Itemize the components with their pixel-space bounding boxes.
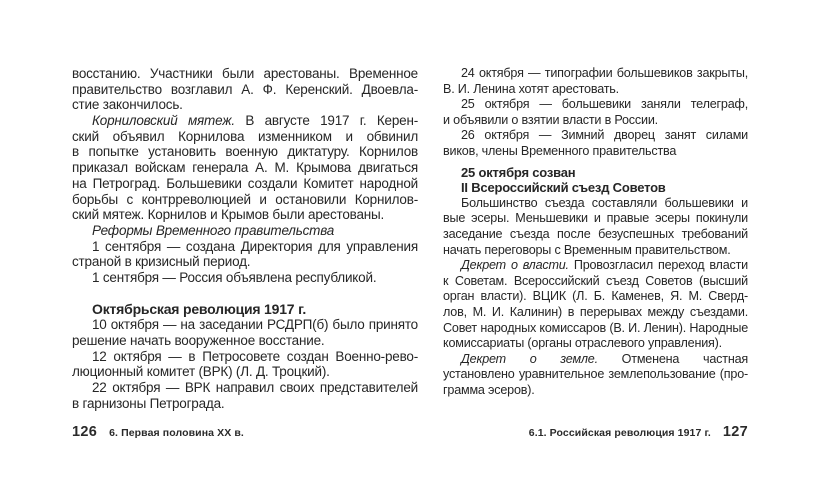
text-line: ский объявил Корнилова изменником и обвинил [72, 128, 418, 144]
text-line: Корниловский мятеж. В августе 1917 г. Керен- [92, 113, 418, 129]
text-line: Большинство съезда составляли большевики и [461, 195, 748, 210]
text-line: грамма эсеров). [443, 382, 535, 397]
text-line: лов, М. И. Калинин) в перерывах между съездами. [443, 304, 748, 319]
text-line: заседание съезда после безуспешных требований [443, 226, 748, 241]
paragraph [72, 349, 418, 380]
text-line: орган власти). ВЦИК (Л. Б. Каменев, Я. М. Сверд- [443, 289, 748, 304]
text-line: на Петроград. Большевики создали Комитет народной [72, 175, 418, 191]
text-line: В. И. Ленина хотят арестовать. [443, 81, 619, 96]
text-line: Декрет о власти. Провозгласил переход власти [461, 258, 748, 273]
left-page-footer [72, 424, 244, 440]
text-line: 25 октября созван [461, 164, 576, 180]
right-page-number: 127 [722, 424, 748, 440]
text-line: люционный комитет (ВРК) (Л. Д. Троцкий). [72, 364, 330, 380]
text-line: установлено уравнительное землепользование (про- [443, 367, 748, 382]
text-line: 1 сентября — создана Директория для управления [92, 238, 418, 254]
paragraph [72, 223, 418, 239]
text-line: комиссариаты (органы отраслевого управления). [443, 336, 722, 351]
text-line: 26 октября — Зимний дворец занят силами [461, 128, 748, 143]
text-line: стие закончилось. [72, 97, 183, 113]
text-line: вые эсеры. Меньшевики и правые эсеры покинули [443, 211, 748, 226]
text-line: Декрет о земле. Отменена частная [461, 351, 748, 366]
left-page-number: 126 [72, 424, 98, 440]
right-page-section-label: 6.1. Российская революция 1917 г. [528, 427, 711, 439]
paragraph [443, 66, 748, 97]
text-line: 25 октября — большевики заняли телеграф, [461, 97, 748, 112]
text-line: 12 октября — в Петросовете создан Военно-рево- [92, 348, 418, 364]
left-page-section-label: 6. Первая половина XX в. [109, 427, 244, 439]
paragraph [72, 113, 418, 223]
left-page-text [72, 66, 418, 411]
text-line: II Всероссийский съезд Советов [461, 180, 666, 196]
text-line: в попытке установить военную диктатуру. Корнилов [72, 144, 418, 160]
section-heading [72, 302, 418, 318]
text-line: приказал войскам генерала А. М. Крымова двигаться [72, 160, 418, 176]
paragraph [72, 66, 418, 113]
text-line: виков, члены Временного правительства [443, 143, 677, 158]
text-line: правительство возглавил А. Ф. Керенский. Двоевла- [72, 81, 418, 97]
text-line: 10 октября — на заседании РСДРП(б) было принято [92, 317, 418, 333]
paragraph [72, 239, 418, 270]
text-line: борьбы с контрреволюцией и остановили Корнилов- [72, 191, 418, 207]
paragraph [443, 196, 748, 258]
paragraph [72, 317, 418, 348]
section-heading [443, 165, 748, 196]
text-line: Октябрьская революция 1917 г. [92, 301, 307, 317]
right-page-footer [529, 424, 748, 440]
text-line: страной в кризисный период. [72, 254, 251, 270]
paragraph [443, 97, 748, 128]
paragraph [443, 258, 748, 352]
text-line: восстанию. Участники были арестованы. Временное [72, 66, 418, 81]
paragraph [443, 128, 748, 159]
paragraph [72, 270, 418, 286]
paragraph [443, 352, 748, 399]
text-line: Реформы Временного правительства [92, 222, 335, 238]
paragraph [72, 380, 418, 411]
text-line: и объявили о взятии власти в России. [443, 112, 658, 127]
text-line: 22 октября — ВРК направил своих представителей [92, 380, 418, 396]
right-page-text [443, 66, 748, 398]
text-line: 1 сентября — Россия объявлена республикой. [92, 269, 377, 285]
text-line: Совет народных комиссаров (В. И. Ленин). Народные [443, 320, 748, 335]
paragraph-gap [72, 286, 418, 302]
text-line: решение начать вооруженное восстание. [72, 333, 325, 348]
text-line: 24 октября — типографии большевиков закрыты, [461, 66, 748, 80]
text-line: ский мятеж. Корнилов и Крымов были арестованы. [72, 207, 385, 223]
text-line: начать переговоры с Временным правительством. [443, 242, 731, 257]
text-line: к Советам. Всероссийский съезд Советов (высший [443, 273, 748, 288]
text-line: в гарнизоны Петрограда. [72, 395, 225, 411]
